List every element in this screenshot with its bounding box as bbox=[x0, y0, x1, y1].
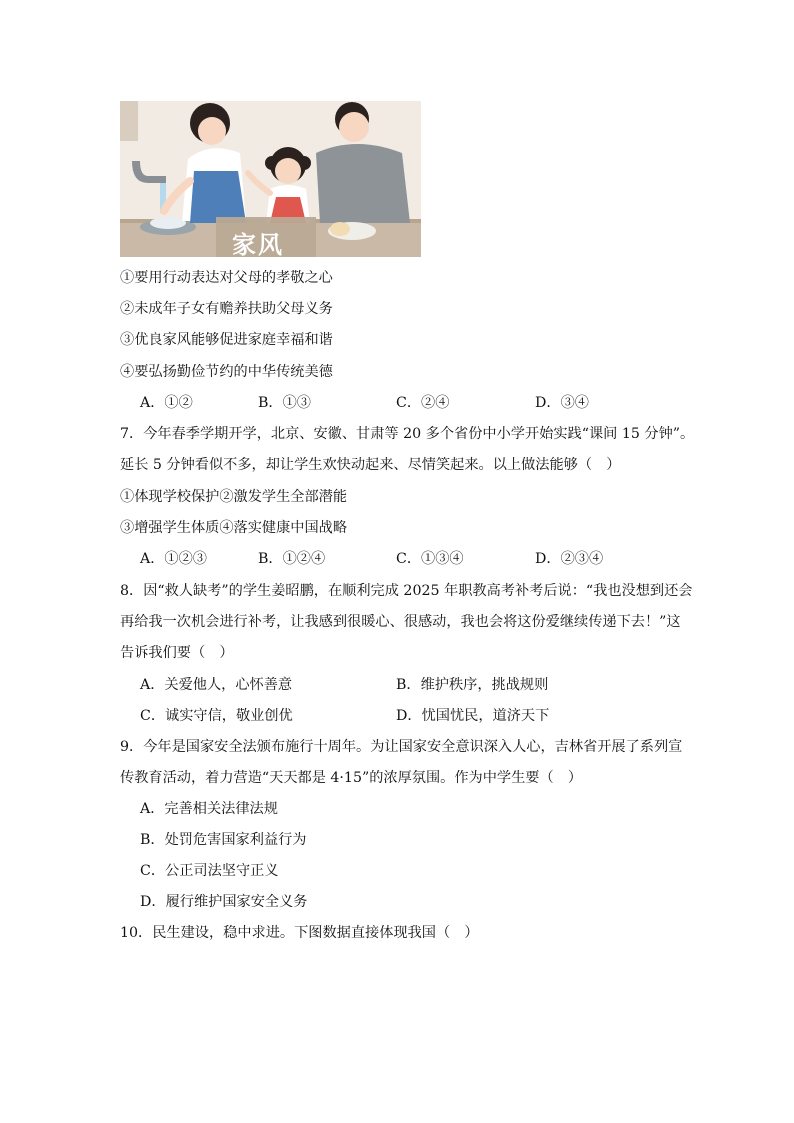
image-caption: 家风 bbox=[232, 231, 284, 257]
q10-stem-line-1: 10．民生建设，稳中求进。下图数据直接体现我国（ ） bbox=[120, 925, 479, 941]
q9-option-c[interactable]: C．公正司法坚守正义 bbox=[140, 863, 279, 879]
q6-item-3: ③优良家风能够促进家庭幸福和谐 bbox=[120, 332, 333, 348]
q9-option-b[interactable]: B．处罚危害国家利益行为 bbox=[140, 832, 307, 848]
q8-stem-line-3: 告诉我们要（ ） bbox=[120, 645, 234, 661]
q6-item-1: ①要用行动表达对父母的孝敬之心 bbox=[120, 270, 333, 286]
q8-option-c[interactable]: C．诚实守信，敬业创优 bbox=[140, 708, 293, 724]
q6-option-d[interactable]: D．③④ bbox=[535, 395, 589, 411]
q9-stem-line-1: 9．今年是国家安全法颁布施行十周年。为让国家安全意识深入人心，吉林省开展了系列宣 bbox=[120, 739, 683, 755]
q9-option-d[interactable]: D．履行维护国家安全义务 bbox=[140, 894, 308, 910]
q8-option-b[interactable]: B．维护秩序，挑战规则 bbox=[396, 677, 549, 693]
q7-option-a[interactable]: A．①②③ bbox=[140, 551, 207, 567]
q6-option-c[interactable]: C．②④ bbox=[396, 395, 450, 411]
q8-option-a[interactable]: A．关爱他人，心怀善意 bbox=[140, 677, 293, 693]
q8-option-d[interactable]: D．忧国忧民，道济天下 bbox=[396, 708, 550, 724]
q8-stem-line-2: 再给我一次机会进行补考，让我感到很暖心、很感动，我也会将这份爱继续传递下去！”这 bbox=[120, 614, 681, 630]
q7-option-c[interactable]: C．①③④ bbox=[396, 551, 464, 567]
family-style-illustration bbox=[120, 101, 421, 257]
q7-option-b[interactable]: B．①②④ bbox=[258, 551, 326, 567]
q7-option-d[interactable]: D．②③④ bbox=[535, 551, 604, 567]
q7-item-row-1: ①体现学校保护②激发学生全部潜能 bbox=[120, 489, 348, 505]
q6-option-b[interactable]: B．①③ bbox=[258, 395, 311, 411]
q9-option-a[interactable]: A．完善相关法律法规 bbox=[140, 801, 278, 817]
q6-item-2: ②未成年子女有赡养扶助父母义务 bbox=[120, 301, 333, 317]
q8-stem-line-1: 8．因“救人缺考”的学生姜昭鹏，在顺利完成 2025 年职教高考补考后说：“我也没想到还会 bbox=[120, 583, 693, 599]
q9-stem-line-2: 传教育活动，着力营造“天天都是 4·15”的浓厚氛围。作为中学生要（ ） bbox=[120, 770, 583, 786]
q7-stem-line-1: 7．今年春季学期开学，北京、安徽、甘肃等 20 多个省份中小学开始实践“课间 15 分钟”。 bbox=[120, 426, 695, 442]
q6-item-4: ④要弘扬勤俭节约的中华传统美德 bbox=[120, 364, 333, 380]
q7-stem-line-2: 延长 5 分钟看似不多，却让学生欢快动起来、尽情笑起来。以上做法能够（ ） bbox=[120, 457, 621, 473]
q7-item-row-2: ③增强学生体质④落实健康中国战略 bbox=[120, 520, 348, 536]
q6-option-a[interactable]: A．①② bbox=[140, 395, 193, 411]
